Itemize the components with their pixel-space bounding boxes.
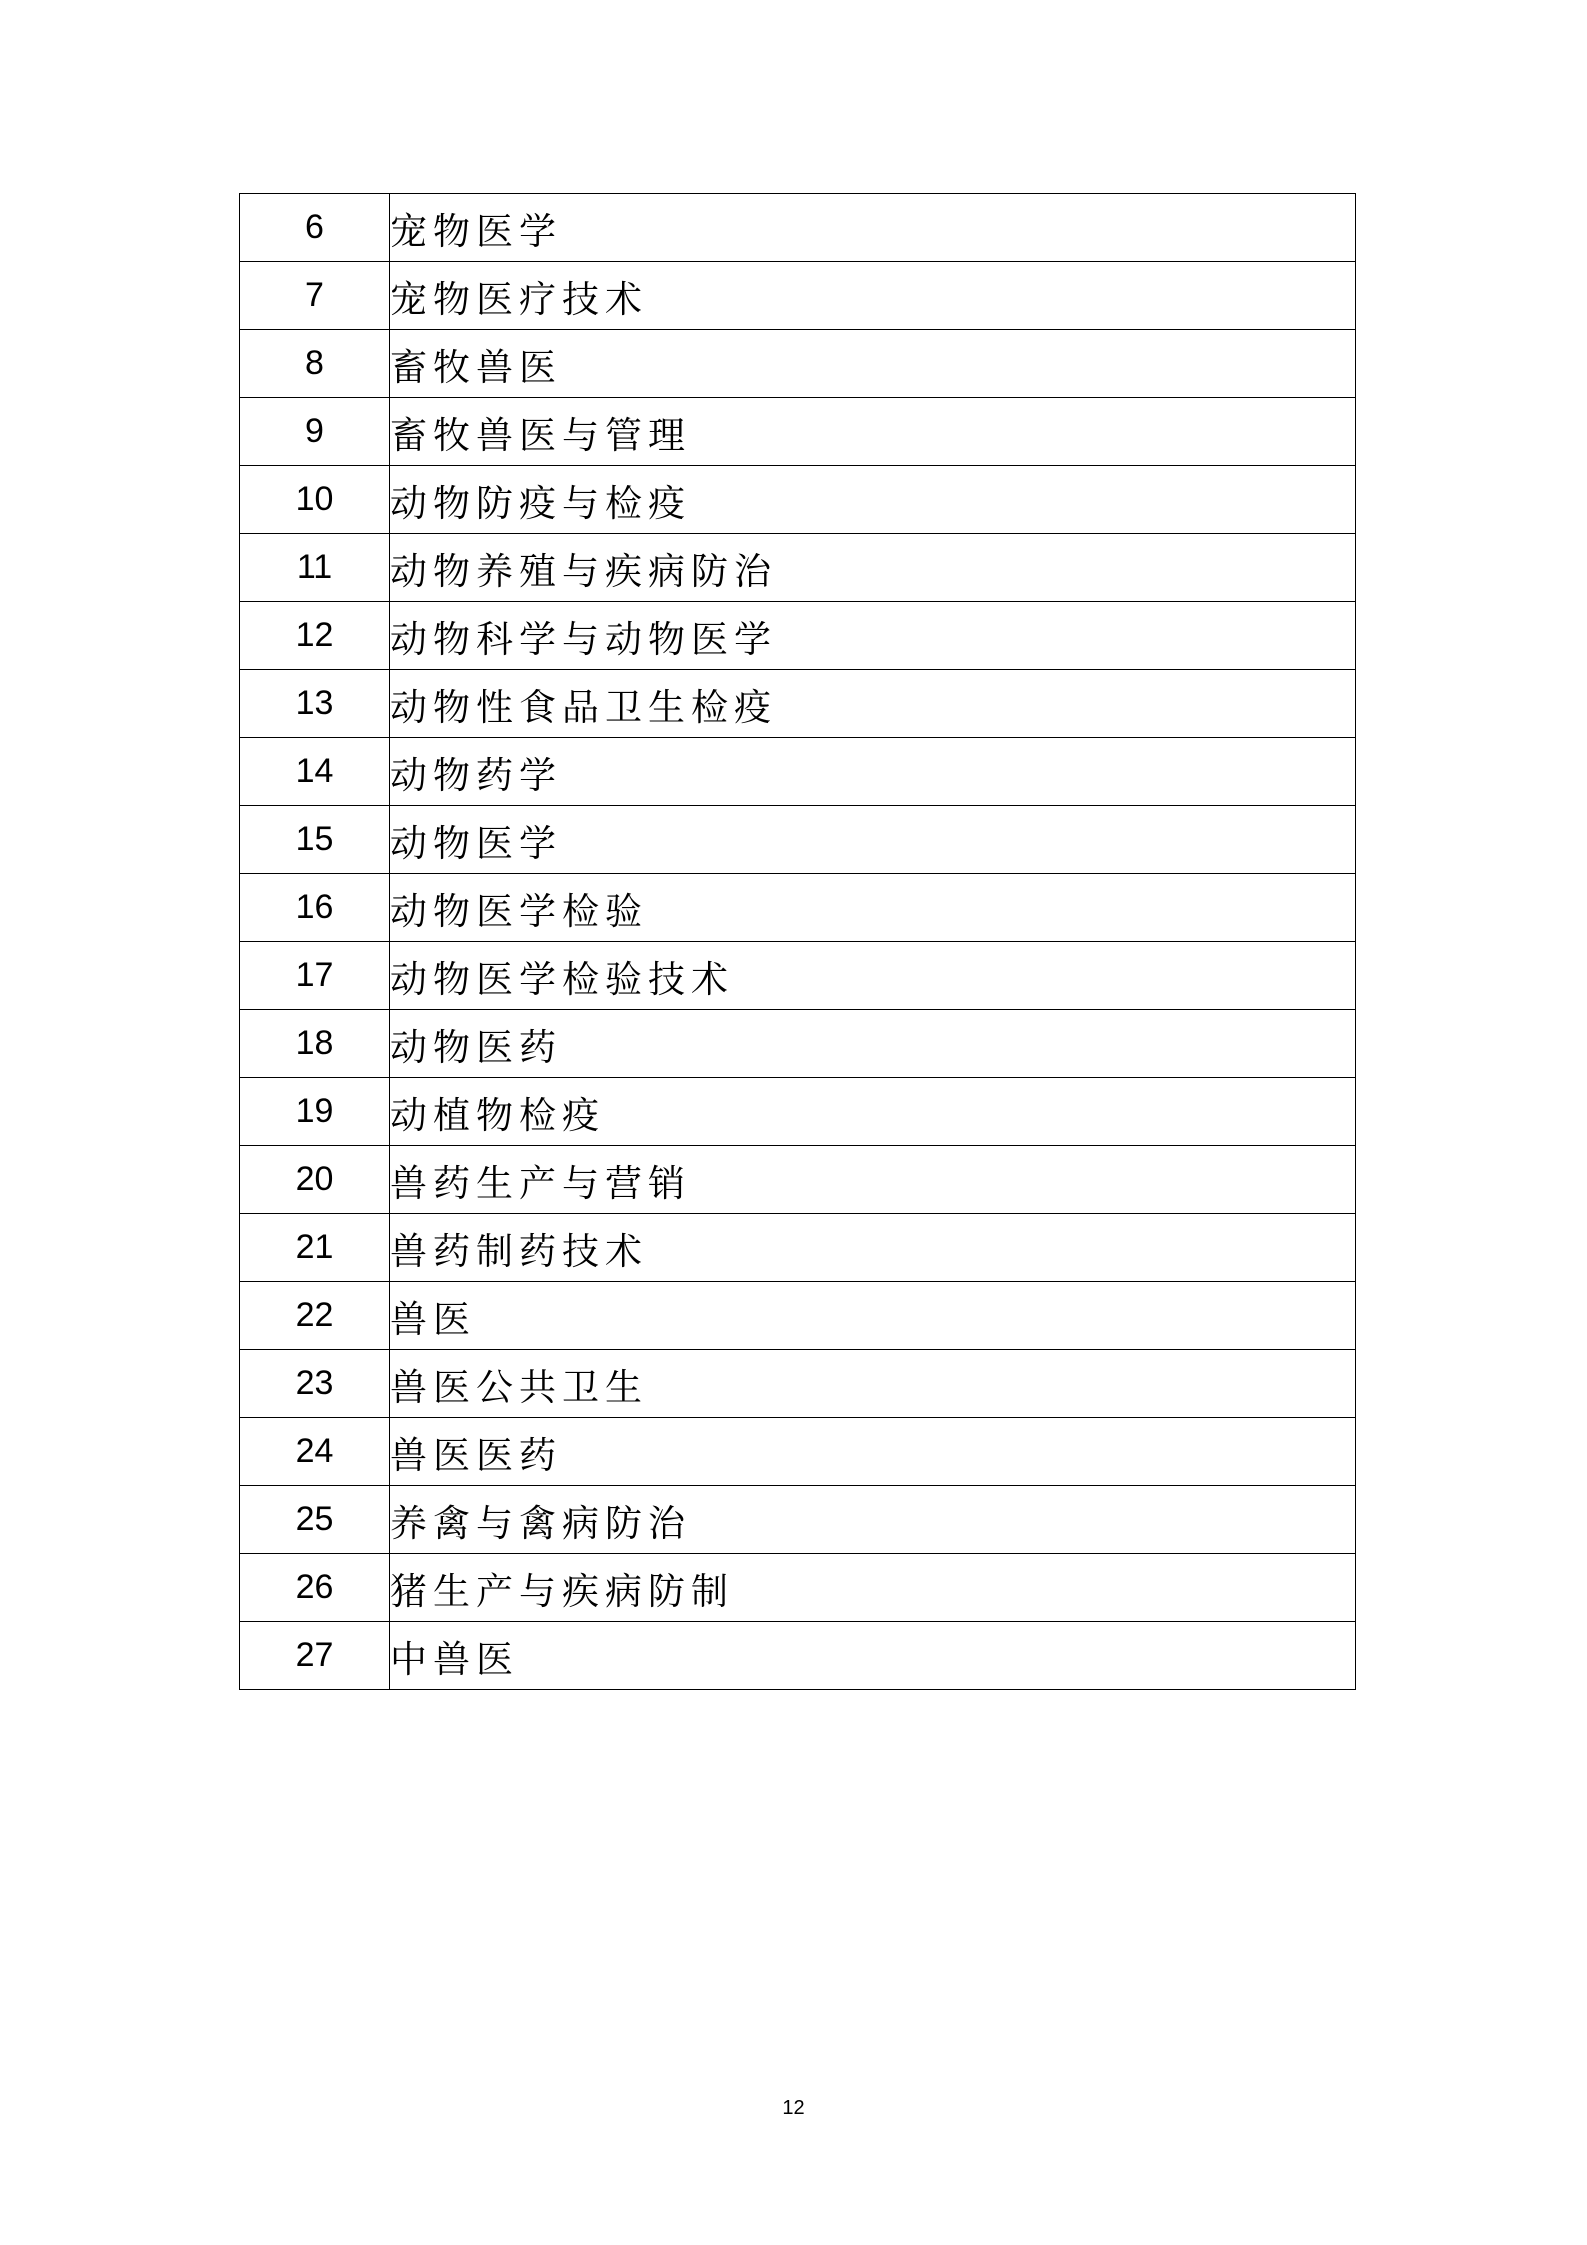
major-name-cell: 养禽与禽病防治 (390, 1486, 1356, 1554)
major-name-cell: 动物性食品卫生检疫 (390, 670, 1356, 738)
table-row (240, 1418, 1356, 1486)
row-number-cell: 25 (240, 1486, 390, 1554)
row-number-cell: 7 (240, 262, 390, 330)
table-row (240, 942, 1356, 1010)
row-number-cell: 24 (240, 1418, 390, 1486)
table-row (240, 874, 1356, 942)
row-number-cell: 20 (240, 1146, 390, 1214)
row-number-cell: 21 (240, 1214, 390, 1282)
table-row (240, 330, 1356, 398)
row-number-cell: 8 (240, 330, 390, 398)
major-name-cell: 动物防疫与检疫 (390, 466, 1356, 534)
major-name-cell: 动植物检疫 (390, 1078, 1356, 1146)
page-number: 12 (782, 2097, 805, 2119)
major-name-cell: 动物医学 (390, 806, 1356, 874)
major-name-cell: 动物科学与动物医学 (390, 602, 1356, 670)
major-name-cell: 兽药生产与营销 (390, 1146, 1356, 1214)
major-table (239, 193, 1356, 1690)
row-number-cell: 10 (240, 466, 390, 534)
major-name-cell: 中兽医 (390, 1622, 1356, 1690)
row-number-cell: 23 (240, 1350, 390, 1418)
major-name-cell: 动物医学检验 (390, 874, 1356, 942)
major-name-cell: 兽医 (390, 1282, 1356, 1350)
table-row (240, 398, 1356, 466)
major-table-container (239, 193, 1356, 1690)
row-number-cell: 14 (240, 738, 390, 806)
table-row (240, 1486, 1356, 1554)
major-name-cell: 兽医医药 (390, 1418, 1356, 1486)
table-body (240, 194, 1356, 1690)
row-number-cell: 12 (240, 602, 390, 670)
row-number-cell: 16 (240, 874, 390, 942)
table-row (240, 1078, 1356, 1146)
row-number-cell: 6 (240, 194, 390, 262)
table-row (240, 1214, 1356, 1282)
table-row (240, 1622, 1356, 1690)
row-number-cell: 18 (240, 1010, 390, 1078)
major-name-cell: 宠物医疗技术 (390, 262, 1356, 330)
row-number-cell: 27 (240, 1622, 390, 1690)
row-number-cell: 19 (240, 1078, 390, 1146)
table-row (240, 194, 1356, 262)
major-name-cell: 兽药制药技术 (390, 1214, 1356, 1282)
major-name-cell: 畜牧兽医与管理 (390, 398, 1356, 466)
row-number-cell: 13 (240, 670, 390, 738)
major-name-cell: 畜牧兽医 (390, 330, 1356, 398)
major-name-cell: 动物医药 (390, 1010, 1356, 1078)
row-number-cell: 15 (240, 806, 390, 874)
major-name-cell: 兽医公共卫生 (390, 1350, 1356, 1418)
table-row (240, 670, 1356, 738)
major-name-cell: 动物药学 (390, 738, 1356, 806)
table-row (240, 262, 1356, 330)
table-row (240, 738, 1356, 806)
row-number-cell: 26 (240, 1554, 390, 1622)
table-row (240, 534, 1356, 602)
table-row (240, 1146, 1356, 1214)
table-row (240, 602, 1356, 670)
table-row (240, 1350, 1356, 1418)
row-number-cell: 9 (240, 398, 390, 466)
table-row (240, 806, 1356, 874)
major-name-cell: 猪生产与疾病防制 (390, 1554, 1356, 1622)
major-name-cell: 动物医学检验技术 (390, 942, 1356, 1010)
table-row (240, 466, 1356, 534)
major-name-cell: 动物养殖与疾病防治 (390, 534, 1356, 602)
row-number-cell: 17 (240, 942, 390, 1010)
table-row (240, 1010, 1356, 1078)
table-row (240, 1554, 1356, 1622)
row-number-cell: 11 (240, 534, 390, 602)
major-name-cell: 宠物医学 (390, 194, 1356, 262)
table-row (240, 1282, 1356, 1350)
row-number-cell: 22 (240, 1282, 390, 1350)
